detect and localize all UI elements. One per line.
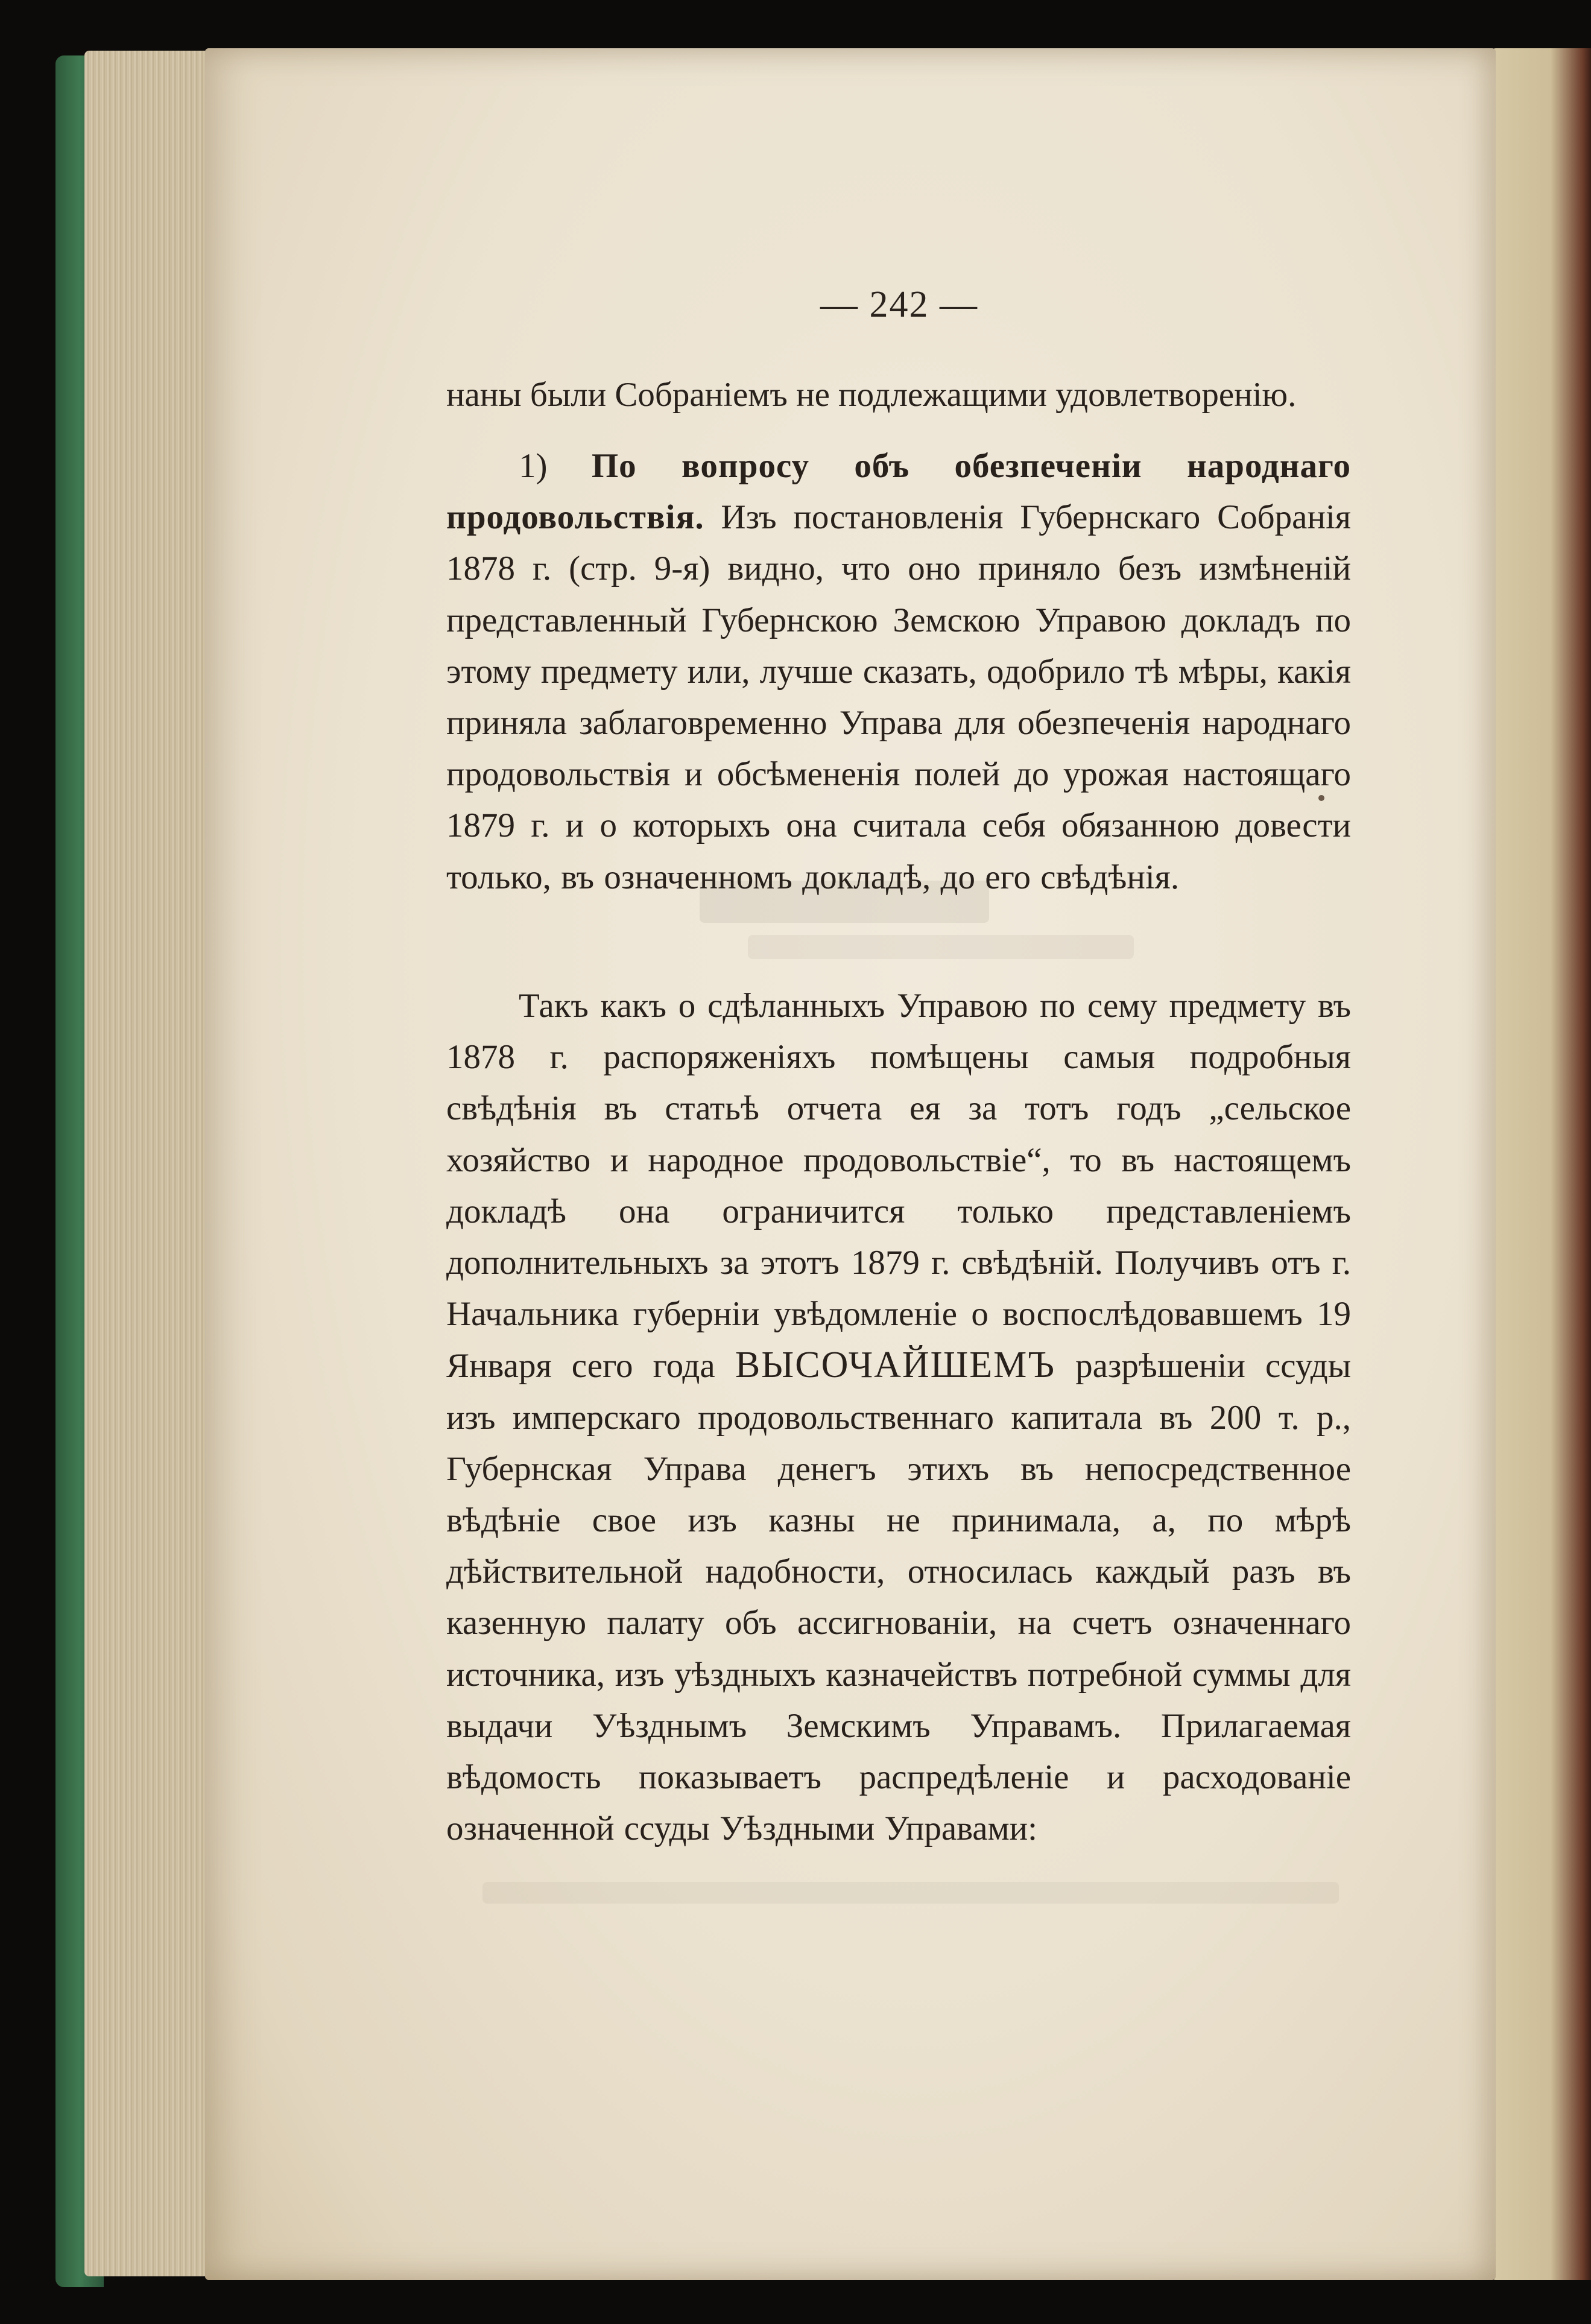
section-body: Изъ постановленія Губернскаго Собранія 1878 г. (стр. 9-я) видно, что оно приняло безъ измѣненій представленный Губернскою Земскою Управою докладъ по этому предмету или, лучше сказать, одобрило тѣ мѣры, какія приняла заблаговременно Управа для обезпеченія народнаго продовольствія и обсѣмененія полей до урожая настоящаго 1879 г. и о которыхъ она считала себя обязанною довести только, въ означенномъ докладѣ, до его свѣдѣнія. [446,498,1352,896]
bleed-through-shadow [482,1882,1339,1904]
next-page-edge [1490,48,1591,2280]
paragraph-lead: Такъ какъ о сдѣланныхъ Управою по сему предмету въ 1878 г. распоряженіяхъ помѣщены самыя подробныя свѣдѣнія въ статьѣ отчета ея за тотъ годъ „сельское хозяйство и народное продовольствіе“, то въ настоящемъ докладѣ она ограничится только представленіемъ дополнительныхъ за этотъ 1879 г. свѣдѣній. Получивъ отъ г. Начальника губерніи увѣдомленіе о воспослѣдовавшемъ 19 Января сего года [446,987,1351,1385]
intro-line: наны были Собраніемъ не подлежащими удовлетворенію. [446,376,1297,414]
paragraph-food-supply [446,440,1351,903]
page-number: — 242 — [820,284,978,325]
page-block-edges [84,51,223,2276]
section-heading: По вопросу объ обезпеченіи народнаго продовольствія. [446,447,1352,537]
ink-speck [1318,795,1324,801]
bleed-through-shadow [748,935,1134,959]
emphasis-word: ВЫСОЧАЙШЕМЪ [735,1344,1055,1386]
paragraph-tail: разрѣшеніи ссуды изъ имперскаго продовольственнаго капитала въ 200 т. р., Губернская Управа денегъ этихъ въ непосредственное вѣдѣніе свое изъ казны не принимала, а, по мѣрѣ дѣйствительной надобности, относилась каждый разъ въ казенную палату объ ассигнованіи, на счетъ означеннаго источника, изъ уѣздныхъ казначействъ потребной суммы для выдачи Уѣзднымъ Земскимъ Управамъ. Прилагаемая вѣдомость показываетъ распредѣленіе и расходованіе означенной ссуды Уѣздными Управами: [446,1347,1351,1848]
section-number: 1) [519,447,548,485]
paragraph-loan-report [446,980,1351,1854]
